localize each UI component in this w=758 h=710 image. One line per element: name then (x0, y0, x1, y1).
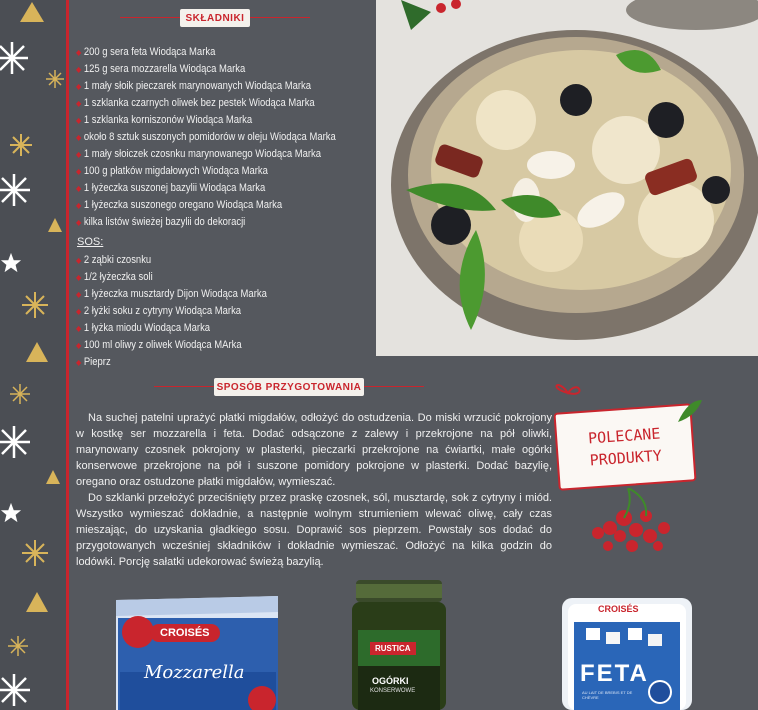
list-item: ◆ 1/2 łyżeczka soli (76, 271, 153, 283)
gold-star-icon (10, 384, 30, 404)
list-item: ◆ 1 łyżeczka suszonej bazylii Wiodąca Marka (76, 182, 266, 194)
snowflake-icon (0, 672, 32, 708)
ingredients-list (76, 44, 378, 231)
list-item: ◆ 1 mały słoiczek czosnku marynowanego Wiodąca Marka (76, 148, 322, 160)
list-item: ◆ 2 ząbki czosnku (76, 254, 152, 266)
mozzarella-brand: CROISÉS (150, 624, 220, 642)
red-divider-line (66, 0, 69, 710)
list-item: ◆ 1 łyżka miodu Wiodąca Marka (76, 322, 211, 334)
list-item: ◆ Pieprz (76, 356, 111, 368)
product-ogorki (352, 580, 446, 710)
snowflake-icon (0, 424, 32, 460)
product-mozzarella (112, 592, 282, 710)
holly-leaf-icon (674, 396, 704, 426)
snowflake-small-icon (46, 70, 64, 88)
star-icon (0, 502, 22, 524)
method-title: SPOSÓB PRZYGOTOWANIA (216, 381, 362, 393)
feta-sub: AU LAIT DE BREBIS ET DE CHÈVRE (582, 690, 633, 700)
ogorki-name: OGÓRKI (372, 676, 409, 686)
list-item: ◆ 200 g sera feta Wiodąca Marka (76, 46, 216, 58)
list-item: ◆ 100 g płatków migdałowych Wiodąca Marka (76, 165, 268, 177)
christmas-tree-icon (48, 218, 62, 234)
sauce-label: SOS: (77, 236, 104, 248)
feta-brand: CROISÉS (598, 604, 639, 614)
star-icon (0, 252, 22, 274)
ribbon-bow-icon (548, 378, 588, 408)
christmas-tree-icon (20, 2, 44, 24)
gold-star-icon (22, 292, 48, 318)
christmas-tree-icon (46, 470, 60, 486)
ingredients-header (180, 9, 250, 27)
list-item: ◆ 1 szklanka czarnych oliwek bez pestek Wiodąca Marka (76, 97, 315, 109)
method-paragraph: Do szklanki przełożyć przeciśnięty przez praskę czosnek, sól, musztardę, sok z cytryny i miód. Wszystko wymieszać dokładnie, a następnie wolnym strumieniem wlewać oliwę, cały czas mieszając, do uzyskania gładkiego sosu. Doprawić sos pieprzem. Powstały sos dodać do przygotowanych wcześniej składników i dokładnie wymieszać. Odłożyć na kilka godzin do lodówki. Porcję sałatki udekorować świeżą bazylią. (76, 492, 552, 568)
list-item: ◆ 1 mały słoik pieczarek marynowanych Wiodąca Marka (76, 80, 312, 92)
list-item: ◆ 1 łyżeczka musztardy Dijon Wiodąca Marka (76, 288, 267, 300)
list-item: ◆ 1 łyżeczka suszonego oregano Wiodąca Marka (76, 199, 283, 211)
salad-photo (376, 0, 758, 356)
list-item: ◆ 2 łyżki soku z cytryny Wiodąca Marka (76, 305, 242, 317)
feta-name: FETA (580, 660, 649, 687)
list-item: ◆ około 8 sztuk suszonych pomidorów w oleju Wiodąca Marka (76, 131, 336, 143)
red-berries-icon (588, 488, 678, 558)
gold-star-icon (10, 134, 32, 156)
product-feta (562, 598, 692, 710)
christmas-tree-icon (26, 342, 48, 364)
list-item: ◆ 1 szklanka korniszonów Wiodąca Marka (76, 114, 253, 126)
sauce-list (76, 252, 298, 371)
gold-star-icon (8, 636, 28, 656)
mozzarella-name: Mozzarella (144, 662, 245, 683)
ingredients-title: SKŁADNIKI (185, 12, 245, 24)
list-item: ◆ 100 ml oliwy z oliwek Wiodąca MArka (76, 339, 242, 351)
method-text (76, 410, 552, 570)
tag-line-2: PRODUKTY (589, 446, 663, 470)
method-header (214, 378, 364, 396)
tag-line-1: POLECANE (587, 424, 661, 448)
list-item: ◆ 125 g sera mozzarella Wiodąca Marka (76, 63, 246, 75)
ogorki-brand: RUSTICA (370, 642, 416, 655)
christmas-tree-icon (26, 592, 48, 614)
snowflake-icon (0, 172, 32, 208)
snowflake-icon (0, 40, 30, 76)
ogorki-sub: KONSERWOWE (370, 688, 416, 694)
method-paragraph: Na suchej patelni uprażyć płatki migdałów, odłożyć do ostudzenia. Do miski wrzucić pokrojony w kostkę ser mozzarella i feta. Dodać odsączone z zalewy i przekrojone na pół oliwki, marynowany czosnek pokrojony w plasterki, pieczarki przekrojone na ćwiartki, małe ogórki konserwowe przekrojone na pół i suszone pomidory pokrojone w plasterki. Dodać bazylię, oregano oraz ostudzone płatki migdałów, wymieszać. (76, 412, 552, 488)
list-item: ◆ kilka listów świeżej bazylii do dekoracji (76, 216, 246, 228)
gold-star-icon (22, 540, 48, 566)
